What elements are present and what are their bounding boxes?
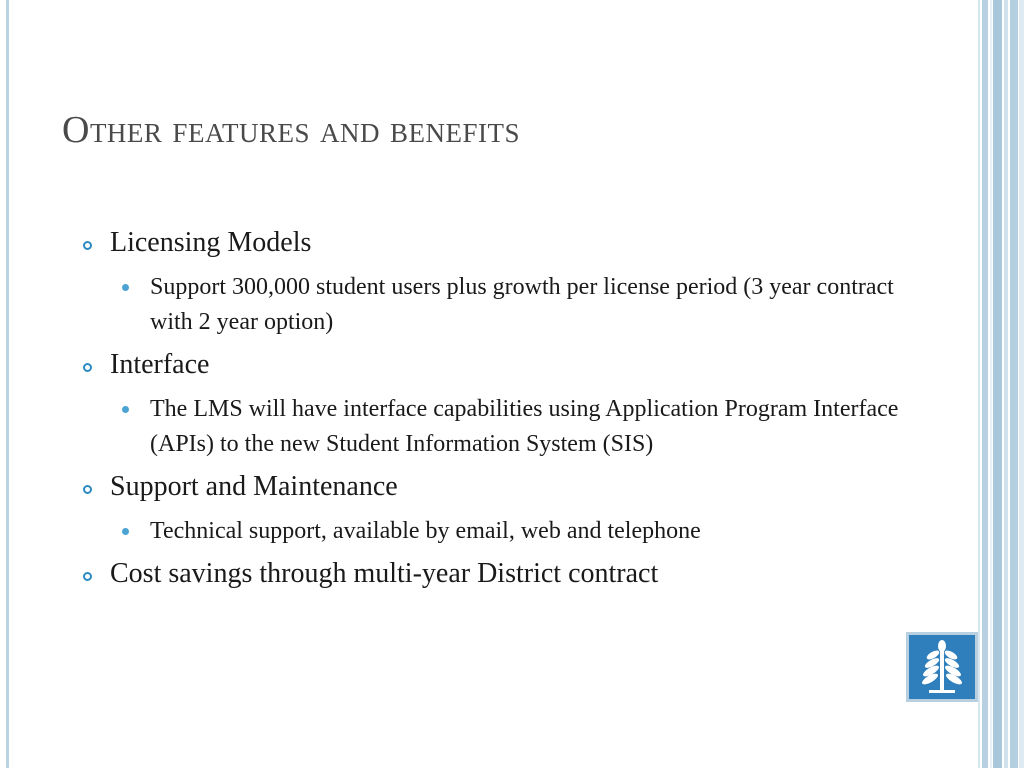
bullet-item bbox=[80, 348, 900, 382]
sub-bullet-text: The LMS will have interface capabilities using Application Program Interface (APIs) to the new Student Information System (SIS) bbox=[150, 396, 899, 457]
dot-bullet-icon bbox=[122, 528, 129, 535]
bullet-text: Licensing Models bbox=[110, 227, 312, 258]
ring-bullet-icon bbox=[83, 485, 92, 494]
bullet-list bbox=[80, 226, 900, 601]
decorative-stripe bbox=[1019, 0, 1024, 768]
bullet-item bbox=[80, 226, 900, 260]
decorative-stripe bbox=[1004, 0, 1008, 768]
decorative-stripe bbox=[978, 0, 980, 768]
slide-title: Other features and benefits bbox=[62, 109, 520, 151]
decorative-stripe bbox=[982, 0, 988, 768]
ring-bullet-icon bbox=[83, 241, 92, 250]
sub-bullet-text: Support 300,000 student users plus growth per license period (3 year contract with 2 year option) bbox=[150, 274, 894, 335]
sub-bullet-item bbox=[80, 514, 900, 549]
left-border-line bbox=[6, 0, 9, 768]
dot-bullet-icon bbox=[122, 406, 129, 413]
wheat-logo-icon bbox=[906, 632, 978, 702]
bullet-text: Interface bbox=[110, 349, 210, 380]
decorative-stripe bbox=[990, 0, 992, 768]
decorative-stripe bbox=[1010, 0, 1018, 768]
sub-bullet-item bbox=[80, 270, 900, 340]
bullet-text: Cost savings through multi-year District contract bbox=[110, 558, 659, 589]
ring-bullet-icon bbox=[83, 363, 92, 372]
bullet-text: Support and Maintenance bbox=[110, 471, 398, 502]
decorative-stripe bbox=[993, 0, 1002, 768]
bullet-item bbox=[80, 557, 900, 591]
sub-bullet-text: Technical support, available by email, web and telephone bbox=[150, 518, 701, 544]
sub-bullet-item bbox=[80, 392, 900, 462]
bullet-item bbox=[80, 470, 900, 504]
ring-bullet-icon bbox=[83, 572, 92, 581]
dot-bullet-icon bbox=[122, 284, 129, 291]
